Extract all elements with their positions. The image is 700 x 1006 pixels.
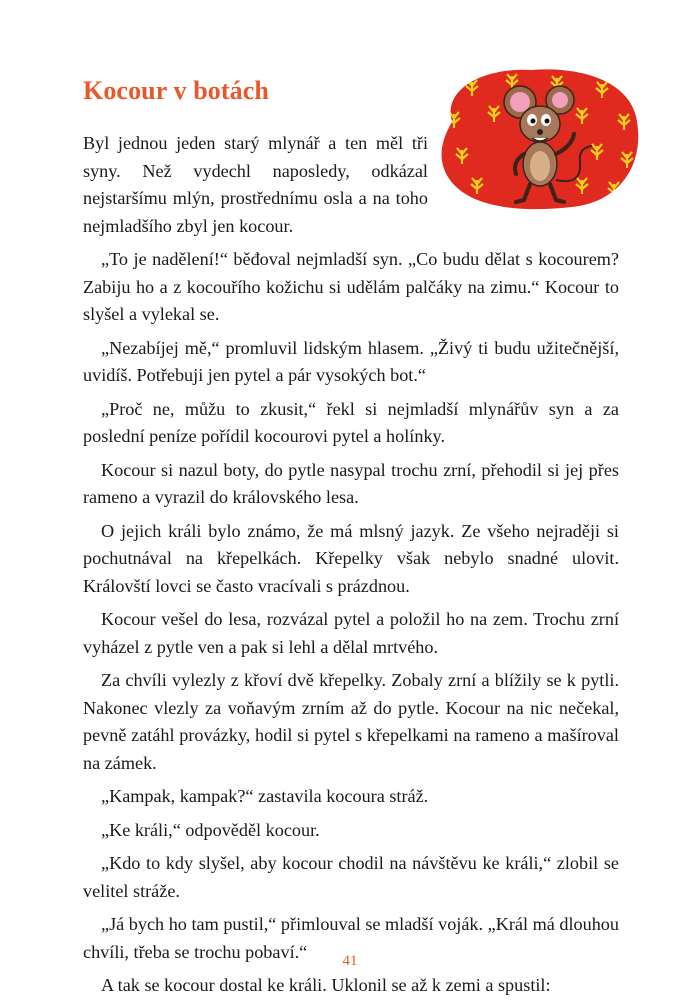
paragraph: „Já bych ho tam pustil,“ přimlouval se mladší voják. „Král má dlouhou chvíli, třeba se trochu pobaví.“ — [83, 914, 619, 962]
paragraph: „To je nadělení!“ běđoval nejmladší syn. „Co budu dělat s kocourem? Zabiju ho a z kocouřího kožichu si udělám palčáky na zimu.“ Kocour to slyšel a vylekal se. — [83, 249, 619, 324]
paragraph: „Kdo to kdy slyšel, aby kocour chodil na návštěvu ke králi,“ zlobil se velitel stráže. — [83, 853, 619, 901]
paragraph: Kocour si nazul boty, do pytle nasypal trochu zrní, přehodil si jej přes rameno a vyrazil do královského lesa. — [83, 459, 619, 507]
paragraph: „Proč ne, můžu to zkusit,“ řekl si nejmladší mlynářův syn a za poslední peníze pořídil kocourovi pytel a holínky. — [83, 398, 619, 446]
paragraph: A tak se kocour dostal ke králi. Uklonil se až k zemi a spustil: — [101, 975, 551, 995]
story-text — [83, 130, 619, 1006]
paragraph: Kocour vešel do lesa, rozvázal pytel a položil ho na zem. Trochu zrní vyházel z pytle ven a pak si lehl a dělal mrtvého. — [83, 609, 619, 657]
page-number: 41 — [342, 953, 358, 969]
paragraph: „Nezabíjej mě,“ promluvil lidským hlasem. „Živý ti budu užitečnější, uvidíš. Potřebuji jen pytel a pár vysokých bot.“ — [83, 337, 619, 385]
story-title: Kocour v botách — [83, 76, 269, 105]
paragraph: Byl jednou jeden starý mlynář a ten měl tři syny. Než vydechl naposledy, odkázal nejstaršímu mlýn, prostřednímu osla a na toho nejmladšího zbyl jen kocour. — [83, 133, 428, 236]
paragraph: „Kampak, kampak?“ zastavila kocoura stráž. — [101, 786, 429, 806]
paragraph: „Ke králi,“ odpověděl kocour. — [101, 819, 320, 840]
paragraph: Za chvíli vylezly z křoví dvě křepelky. Zobaly zrní a blížily se k pytli. Nakonec vlezly za voňavým zrním až do pytle. Kocour na nic nečekal, pevně zatáhl provázky, hodil si pytel s křepelkami na rameno a mašíroval na zámek. — [83, 670, 619, 773]
paragraph: O jejich králi bylo známo, že má mlsný jazyk. Ze všeho nejraději si pochutnával na křepelkách. Křepelky však nebylo snadné ulovit. Královští lovci se často vracívali s prázdnou. — [83, 520, 619, 596]
